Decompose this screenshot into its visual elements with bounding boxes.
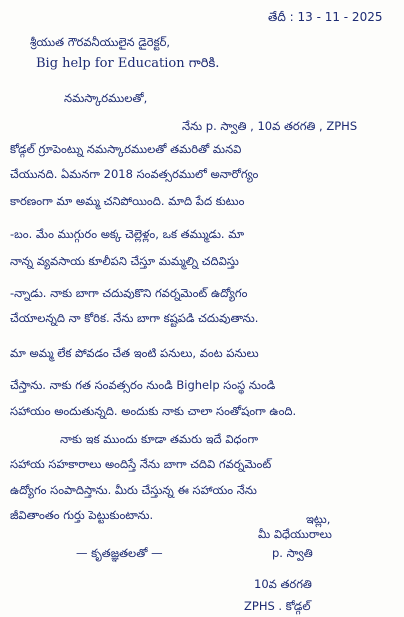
body-line: జీవితాంతం గుర్తు పెట్టుకుంటాను. (10, 508, 154, 522)
recipient-line-2: Big help for Education గారికి. (36, 56, 220, 71)
body-line: చేస్తాను. నాకు గత సంవత్సరం నుండి Bighelp సంస్థ నుండి (10, 378, 276, 392)
body-line: కారణంగా మా అమ్మ చనిపోయింది. మాది పేద కుటుం (10, 194, 245, 208)
body-line: ఉద్యోగం సంపాదిస్తాను. మీరు చేస్తున్న ఈ సహాయం నేను (10, 483, 257, 497)
body-line: చేయాలన్నది నా కోరిక. నేను బాగా కష్టపడి చదువుతాను. (10, 311, 259, 325)
body-line: చేయునది. ఏమనగా 2018 సంవత్సరములో అనారోగ్యం (10, 167, 259, 181)
greeting: నమస్కారములతో, (64, 91, 148, 105)
signature-school: ZPHS . కోడ్గల్ (244, 599, 311, 613)
body-line: నాన్న వ్యవసాయ కూలీపని చేస్తూ మమ్మల్ని చదివిస్తు (10, 254, 239, 268)
body-line: సహాయం అందుతున్నది. అందుకు నాకు చాలా సంతోషంగా ఉంది. (10, 404, 297, 418)
body-line: కోడ్గల్ గ్రూపెంట్ను నమస్కారములతో తమరితో మనవి (10, 142, 242, 156)
body-line: సహాయ సహకారాలు అందిస్తే నేను బాగా చదివి గవర్నమెంట్ (10, 457, 272, 471)
body-line: నేను p. స్వాతి , 10వ తరగతి , ZPHS (182, 119, 358, 133)
body-line: నాకు ఇక ముందు కూడా తమరు ఇదే విధంగా (60, 432, 259, 446)
signature-name: p. స్వాతి (272, 546, 313, 560)
thanks-line: — కృతజ్ఞతలతో — (76, 546, 163, 560)
signature-class: 10వ తరగతి (254, 577, 312, 591)
closing-subscription: మీ విధేయురాలు (258, 527, 332, 541)
letter-date: తేదీ : 13 - 11 - 2025 (268, 10, 383, 24)
body-line: -బం. మేం ముగ్గురం అక్క చెల్లెళ్లం, ఒక తమ్ముడు. మా (10, 227, 245, 241)
body-line: -న్నాడు. నాకు బాగా చదువుకొని గవర్నమెంట్ ఉద్యోగం (10, 286, 248, 300)
body-line: మా అమ్మ లేక పోవడం చేత ఇంటి పనులు, వంట పనులు (10, 346, 259, 360)
closing: ఇట్లు, (306, 512, 331, 526)
recipient-line-1: శ్రీయుత గౌరవనీయులైన డైరెక్టర్, (30, 35, 171, 49)
